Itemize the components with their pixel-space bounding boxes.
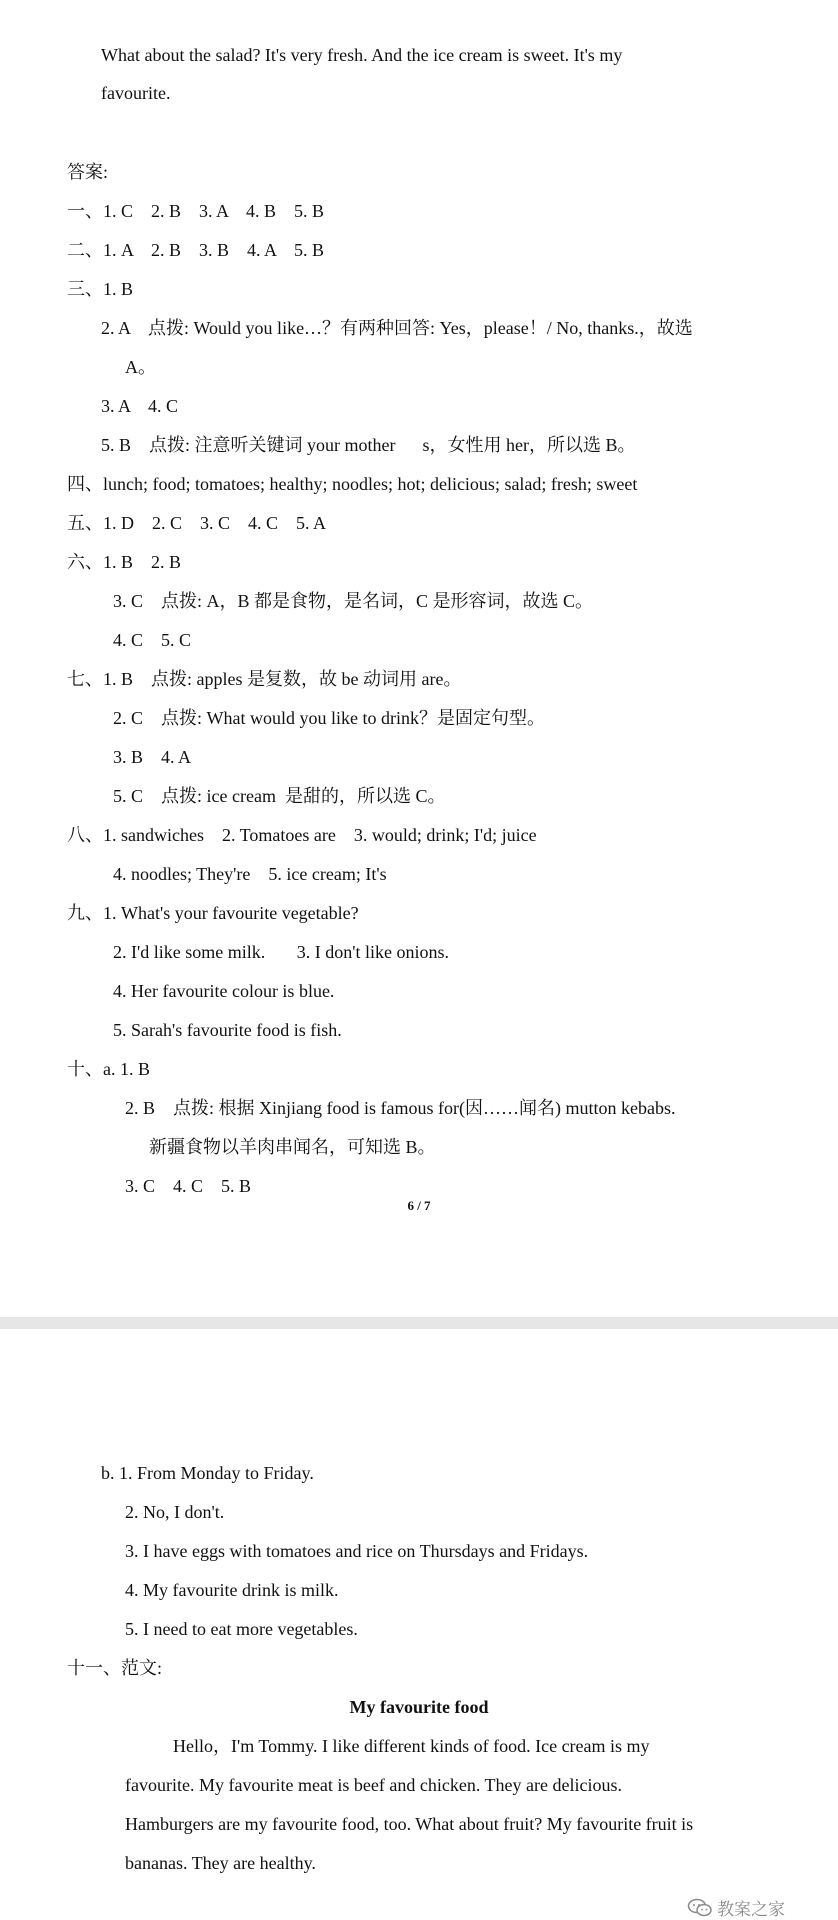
answer-line-20: 2. I'd like some milk. 3. I don't like onions. <box>113 942 449 962</box>
intro-line-1: What about the salad? It's very fresh. And the ice cream is sweet. It's my <box>101 45 623 65</box>
answer-line-24: 2. B 点拨: 根据 Xinjiang food is famous for(因……闻名) mutton kebabs. <box>125 1098 676 1118</box>
answer-line-2: 二、1. A 2. B 3. B 4. A 5. B <box>67 240 325 260</box>
watermark <box>687 1895 785 1920</box>
answer-line-12: 4. C 5. C <box>113 630 192 650</box>
answer-line-8: 四、lunch; food; tomatoes; healthy; noodles; hot; delicious; salad; fresh; sweet <box>67 474 638 494</box>
answer-line-1: 一、1. C 2. B 3. A 4. B 5. B <box>67 201 325 221</box>
answer-line-6: 3. A 4. C <box>101 396 179 416</box>
p2-line-1: b. 1. From Monday to Friday. <box>101 1463 314 1483</box>
answer-line-15: 3. B 4. A <box>113 747 192 767</box>
answer-line-16: 5. C 点拨: ice cream 是甜的，所以选 C。 <box>113 786 446 806</box>
answer-line-18: 4. noodles; They're 5. ice cream; It's <box>113 864 387 884</box>
essay-line-3: Hamburgers are my favourite food, too. What about fruit? My favourite fruit is <box>125 1814 694 1834</box>
p2-line-5: 5. I need to eat more vegetables. <box>125 1619 358 1639</box>
answer-line-10: 六、1. B 2. B <box>67 552 182 572</box>
p2-line-3: 3. I have eggs with tomatoes and rice on Thursdays and Fridays. <box>125 1541 589 1561</box>
page-number: 6 / 7 <box>407 1198 431 1213</box>
answer-line-22: 5. Sarah's favourite food is fish. <box>113 1020 342 1040</box>
answer-line-9: 五、1. D 2. C 3. C 4. C 5. A <box>67 513 327 533</box>
answer-line-5: A。 <box>125 357 156 377</box>
answer-line-13: 七、1. B 点拨: apples 是复数，故 be 动词用 are。 <box>67 669 462 689</box>
intro-line-2: favourite. <box>101 83 171 103</box>
answer-line-7: 5. B 点拨: 注意听关键词 your mother s，女性用 her，所以选 B。 <box>101 435 636 455</box>
answer-line-23: 十、a. 1. B <box>67 1059 150 1079</box>
essay-line-4: bananas. They are healthy. <box>125 1853 316 1873</box>
p2-line-6: 十一、范文: <box>67 1658 163 1678</box>
answer-line-26: 3. C 4. C 5. B <box>125 1176 252 1196</box>
answer-line-25: 新疆食物以羊肉串闻名，可知选 B。 <box>149 1137 436 1157</box>
answer-line-14: 2. C 点拨: What would you like to drink？是固定句型。 <box>113 708 545 728</box>
answer-line-19: 九、1. What's your favourite vegetable? <box>67 903 359 923</box>
essay-line-2: favourite. My favourite meat is beef and chicken. They are delicious. <box>125 1775 622 1795</box>
essay-title: My favourite food <box>349 1697 489 1717</box>
page-separator <box>0 1317 838 1329</box>
essay-line-1: Hello，I'm Tommy. I like different kinds of food. Ice cream is my <box>173 1736 650 1756</box>
p2-line-2: 2. No, I don't. <box>125 1502 225 1522</box>
p2-line-4: 4. My favourite drink is milk. <box>125 1580 339 1600</box>
answer-line-17: 八、1. sandwiches 2. Tomatoes are 3. would; drink; I'd; juice <box>67 825 537 845</box>
answers-heading: 答案: <box>67 162 109 182</box>
answer-line-3: 三、1. B <box>67 279 134 299</box>
answer-line-4: 2. A 点拨: Would you like…？有两种回答: Yes，please！/ No, thanks.，故选 <box>101 318 693 338</box>
answer-line-21: 4. Her favourite colour is blue. <box>113 981 335 1001</box>
watermark-text: 教案之家 <box>717 1900 785 1919</box>
answer-line-11: 3. C 点拨: A，B 都是食物，是名词，C 是形容词，故选 C。 <box>113 591 594 611</box>
